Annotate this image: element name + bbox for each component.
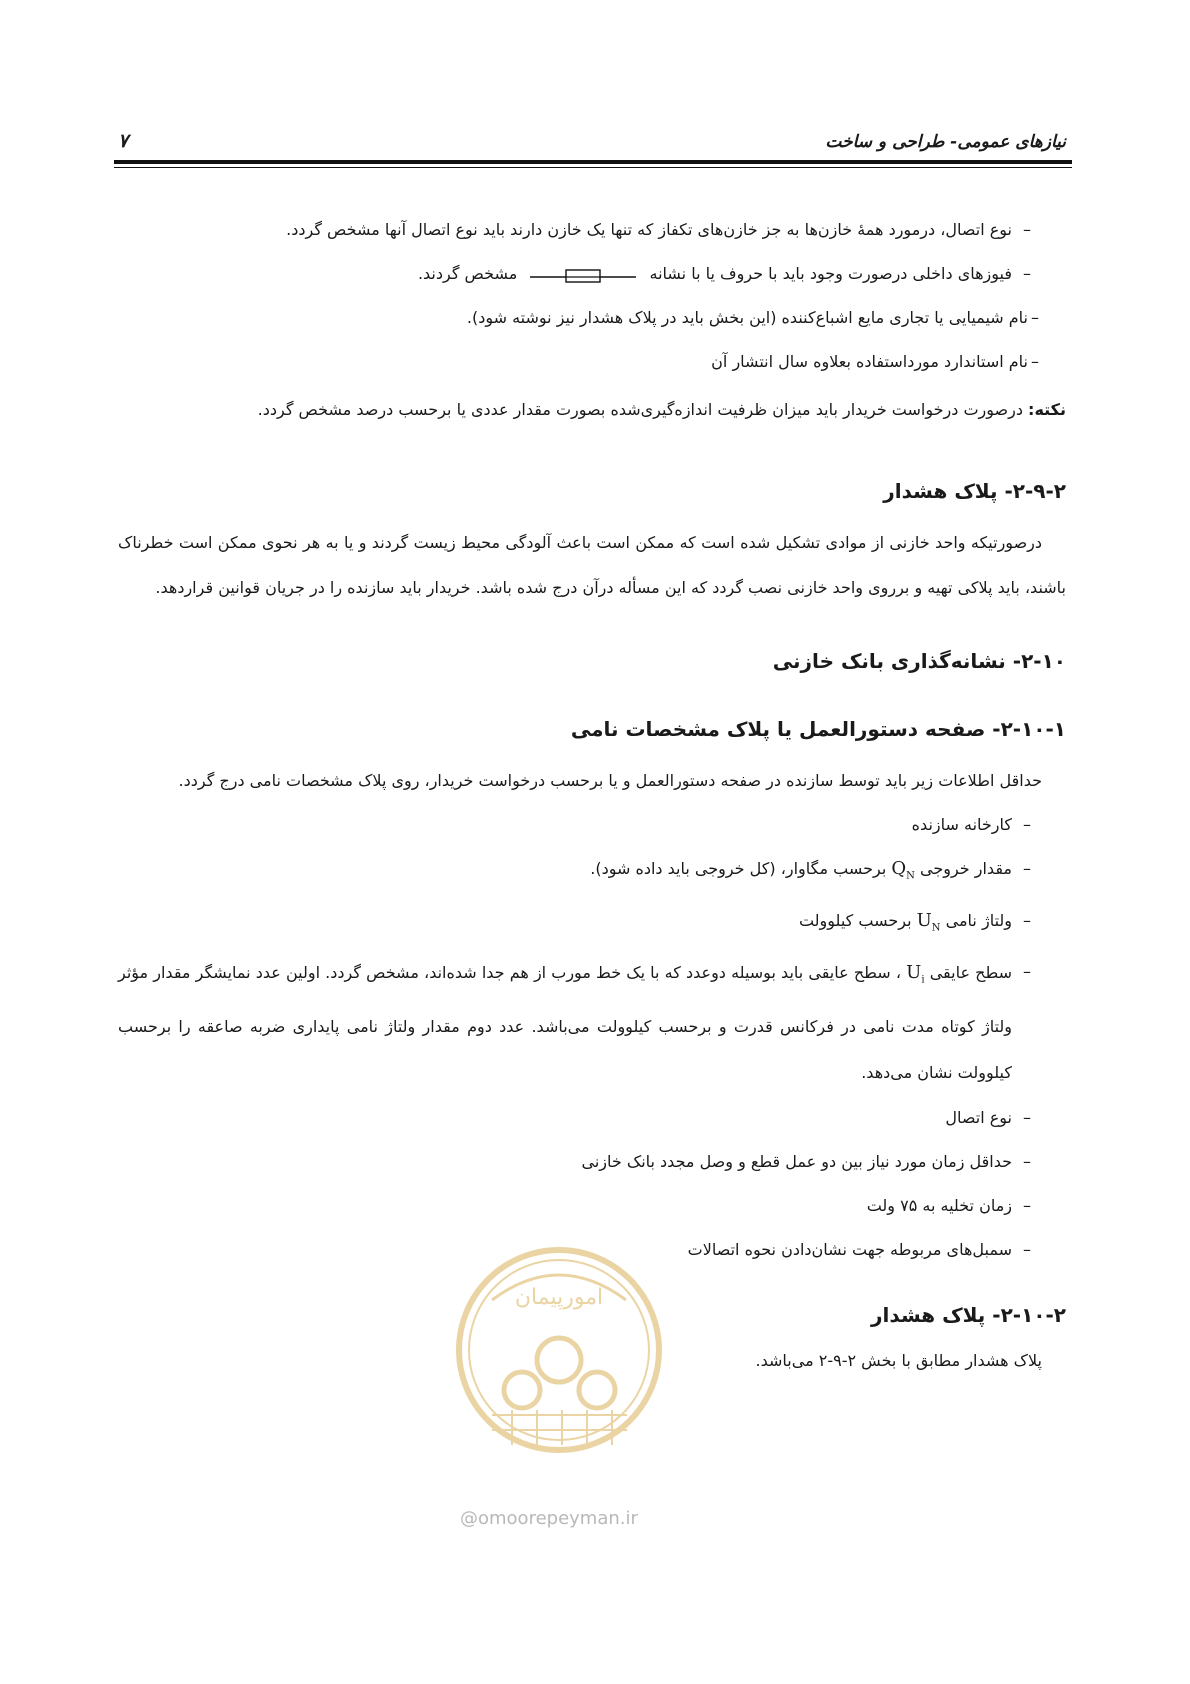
- list-item: [118, 1096, 1066, 1140]
- symbol-qn: $Q_N$: [891, 858, 915, 882]
- list-item-text: سمبل‌های مربوطه جهت نشان‌دادن نحوه اتصالات: [687, 1239, 1012, 1259]
- list-item-text: نوع اتصال، درمورد همهٔ خازن‌ها به جز خازن‌های تکفاز که تنها یک خازن دارند باید نوع اتصال آنها مشخص گردد.: [286, 220, 1012, 239]
- watermark-url: @omoorepeyman.ir: [460, 1508, 638, 1529]
- list-item-text: حداقل زمان مورد نیاز بین دو عمل قطع و وصل مجدد بانک خازنی: [581, 1151, 1012, 1171]
- list-dash: –: [1023, 962, 1031, 982]
- fuse-text-after: مشخص گردند.: [417, 264, 518, 283]
- list-item: [118, 950, 1066, 1096]
- list-item: [118, 803, 1066, 847]
- fuse-text-before: فیوزهای داخلی درصورت وجود باید با حروف یا با نشانه: [649, 264, 1012, 283]
- list-item-text: مقدار خروجی $Q_N$ برحسب مگاوار، (کل خروجی باید داده شود).: [590, 858, 1012, 882]
- watermark-text: امورپیمان: [514, 1285, 604, 1310]
- section-paragraph-2-9-2: درصورتیکه واحد خازنی از موادی تشکیل شده است که ممکن است باعث آلودگی محیط زیست گردند و یا به هر نحوی ممکن است خطرناک باشند، باید پلاکی تهیه و برروی واحد خازنی نصب گردد که این مسأله درآن درج شده باشد. خریدار باید سازنده را در جریان قوانین قراردهد.: [118, 533, 1066, 597]
- section-heading-2-9-2: ۲-۹-۲- پلاک هشدار: [883, 479, 1066, 503]
- list-dash: –: [1023, 1195, 1031, 1215]
- section-intro-2-10-1: حداقل اطلاعات زیر باید توسط سازنده در صفحه دستورالعمل و یا برحسب درخواست خریدار، روی پلاک مشخصات نامی درج گردد.: [178, 771, 1042, 790]
- list-dash: –: [1023, 264, 1031, 283]
- list-item-text: نوع اتصال: [945, 1107, 1012, 1127]
- section-heading-2-10: ۲-۱۰- نشانه‌گذاری بانک خازنی: [772, 649, 1066, 673]
- list-item: [118, 340, 1066, 384]
- symbol-ui: $U_i$: [906, 962, 925, 986]
- note-label: نکته:: [1028, 400, 1066, 419]
- list-item-text: زمان تخلیه به ۷۵ ولت: [866, 1195, 1012, 1215]
- note-text: درصورت درخواست خریدار باید میزان ظرفیت اندازه‌گیری‌شده بصورت مقدار عددی یا برحسب درصد مشخص گردد.: [257, 400, 1023, 419]
- list-item-fuse: [118, 252, 1066, 296]
- symbol-un: $U_N$: [916, 909, 941, 934]
- list-dash: –: [1023, 1107, 1031, 1127]
- page-content: [118, 208, 1066, 1383]
- list-item-text: کارخانه سازنده: [911, 815, 1012, 834]
- omoorepeyman-seal-logo: [452, 1240, 667, 1480]
- list-item: [118, 1140, 1066, 1184]
- list-item-text: ولتاژ نامی $U_N$ برحسب کیلوولت: [798, 909, 1012, 934]
- fuse-symbol-icon: [530, 266, 636, 284]
- list-dash: –: [1023, 1239, 1031, 1259]
- list-dash: –: [1023, 815, 1031, 834]
- list-item-text: نام شیمیایی یا تجاری مایع اشباع‌کننده (این بخش باید در پلاک هشدار نیز نوشته شود).: [466, 308, 1028, 327]
- section-text-2-10-2: پلاک هشدار مطابق با بخش ۲-۹-۲ می‌باشد.: [755, 1350, 1042, 1370]
- section-heading-2-10-1: ۲-۱۰-۱- صفحه دستورالعمل یا پلاک مشخصات نامی: [570, 717, 1066, 741]
- list-item: [118, 847, 1066, 899]
- header-rule-thin: [114, 167, 1072, 168]
- list-dash: –: [1023, 1151, 1031, 1171]
- list-item-text: [118, 252, 1012, 296]
- running-header: [118, 128, 1066, 152]
- list-item: [118, 899, 1066, 951]
- note-paragraph: [118, 388, 1066, 432]
- list-item: [118, 208, 1066, 252]
- header-rule-thick: [114, 160, 1072, 164]
- list-item: [118, 296, 1066, 340]
- list-item-text: سطح عایقی $U_i$ ، سطح عایقی باید بوسیله دوعدد که با یک خط مورب از هم جدا شده‌اند، مشخص گردد. اولین عدد نمایشگر مقدار مؤثر ولتاژ کوتاه مدت نامی در فرکانس قدرت و برحسب کیلوولت می‌باشد. عدد دوم مقدار ولتاژ نامی پایداری ضربه صاعقه را برحسب کیلوولت نشان می‌دهد.: [118, 962, 1013, 1082]
- list-dash: –: [1023, 220, 1031, 239]
- list-item-text: نام استاندارد مورداستفاده بعلاوه سال انتشار آن: [711, 352, 1028, 371]
- list-dash: –: [1031, 308, 1039, 327]
- running-title: نیازهای عمومی- طراحی و ساخت: [825, 132, 1066, 152]
- page-number: ۷: [118, 130, 129, 152]
- list-dash: –: [1023, 859, 1031, 878]
- list-item: [118, 1184, 1066, 1228]
- section-heading-2-10-2: ۲-۱۰-۲- پلاک هشدار: [871, 1302, 1066, 1327]
- list-dash: –: [1031, 352, 1039, 371]
- list-dash: –: [1023, 910, 1031, 930]
